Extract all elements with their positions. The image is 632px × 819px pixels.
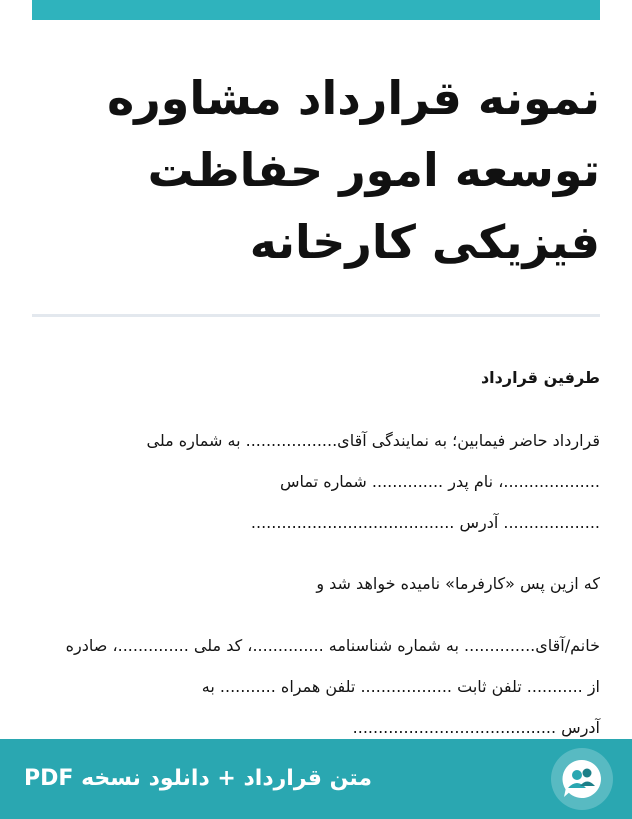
paragraph-1-line-1: قرارداد حاضر فیمابین؛ به نمایندگی آقای.................. به شماره ملی — [146, 431, 600, 450]
paragraph-2-line-1: که ازین پس «کارفرما» نامیده خواهد شد و — [316, 574, 600, 593]
top-accent-bar — [32, 0, 600, 20]
people-chat-icon — [551, 748, 613, 810]
title-line-1: نمونه قرارداد مشاوره — [107, 71, 600, 125]
spacer — [32, 604, 600, 625]
paragraph-3-line-1: خانم/آقای.............. به شماره شناسنامه ..............، کد ملی ..............، صادره — [65, 636, 600, 655]
download-pdf-link[interactable]: متن قرارداد + دانلود نسخه PDF — [24, 766, 372, 791]
page-title — [32, 62, 600, 278]
title-divider — [32, 314, 600, 317]
spacer — [32, 543, 600, 563]
title-line-2: توسعه امور حفاظت — [147, 143, 600, 197]
spacer — [32, 396, 600, 420]
section-heading: طرفین قرارداد — [480, 368, 600, 387]
paragraph-1-line-2: ...................، نام پدر .............. شماره تماس — [280, 472, 600, 491]
contract-body — [32, 360, 600, 748]
title-line-3: فیزیکی کارخانه — [249, 215, 600, 269]
download-banner[interactable] — [0, 739, 632, 819]
paragraph-3-line-3: آدرس ........................................ — [352, 718, 600, 737]
paragraph-1-line-3: ................... آدرس ........................................ — [250, 513, 600, 532]
paragraph-3-line-2: از ........... تلفن ثابت .................. تلفن همراه ........... به — [201, 677, 600, 696]
